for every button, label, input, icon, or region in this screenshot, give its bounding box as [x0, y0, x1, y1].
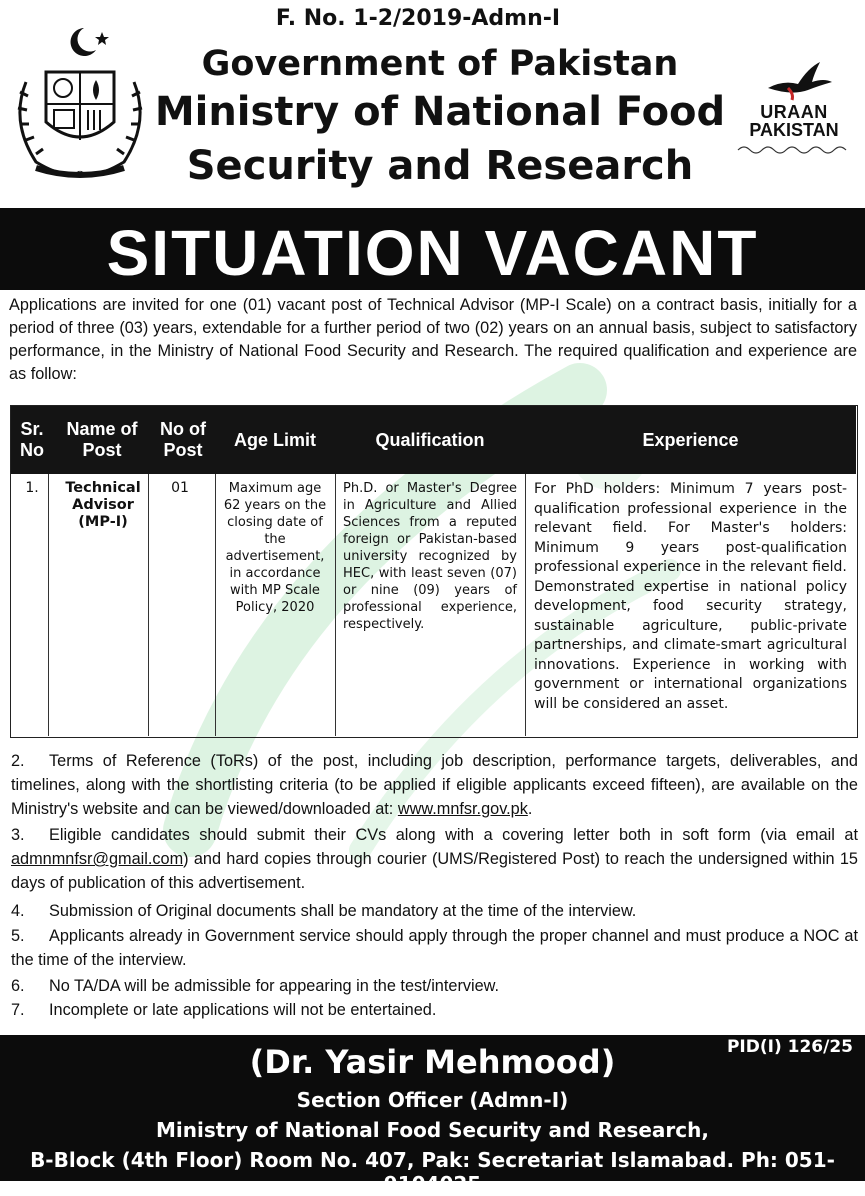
- urdu-tagline-graphic: [734, 142, 854, 154]
- cell-no-of-post: 01: [171, 480, 189, 496]
- header-age-limit: Age Limit: [233, 429, 316, 450]
- column-divider: [335, 474, 336, 736]
- paragraph-3: [11, 823, 858, 895]
- header-name-of-post: Name of Post: [66, 419, 138, 460]
- header: [0, 0, 865, 208]
- uraan-logo-text-line1: URAAN: [760, 102, 828, 122]
- cell-age-limit: Maximum age 62 years on the closing date of the advertisement, in accordance with MP Scale Policy, 2020: [223, 481, 327, 615]
- signatory-ministry: Ministry of National Food Security and Research,: [156, 1118, 709, 1142]
- paragraph-text: Submission of Original documents shall be mandatory at the time of the interview.: [49, 902, 637, 920]
- paragraph-7: [11, 998, 858, 1022]
- cell-sr-no: 1.: [25, 480, 39, 496]
- signatory-name: (Dr. Yasir Mehmood): [249, 1043, 616, 1081]
- experience-part-1: For PhD holders: Minimum 7 years post-qualification professional experience in the relevant field. For Master's holders: Minimum 9 years post-qualification professional experience in the relevant field.: [534, 481, 847, 575]
- paragraph-text: Incomplete or late applications will not be entertained.: [49, 1001, 437, 1019]
- paragraph-number: 5.: [11, 927, 25, 945]
- footer-band: [0, 1035, 865, 1196]
- paragraph-text: Applicants already in Government service should apply through the proper channel and must produce a NOC at the time of the interview.: [11, 927, 858, 969]
- paragraph-text: No TA/DA will be admissible for appearing in the test/interview.: [49, 977, 500, 995]
- header-no-of-post: No of Post: [160, 419, 206, 460]
- paragraph-number: 6.: [11, 977, 25, 995]
- signatory-address: B-Block (4th Floor) Room No. 407, Pak: Secretariat Islamabad. Ph: 051-9104025: [30, 1148, 835, 1196]
- cell-post-name: Technical Advisor (MP-I): [65, 480, 141, 530]
- paragraph-text: ) and hard copies through courier (UMS/Registered Post) to reach the undersigned within 15 days of publication of this advertisement.: [11, 850, 858, 892]
- table-header: [11, 406, 856, 474]
- paragraph-5: [11, 924, 858, 972]
- ministry-heading-line1: Ministry of National Food: [154, 89, 726, 135]
- paragraph-number: 4.: [11, 902, 25, 920]
- title-band: [0, 208, 865, 290]
- intro-paragraph: Applications are invited for one (01) vacant post of Technical Advisor (MP-I Scale) on a contract basis, initially for a period of three (03) years, extendable for a further period of two (02) years on an annual basis, subject to satisfactory performance, in the Ministry of National Food Security and Research. The required qualification and experience are as follow:: [9, 296, 857, 383]
- header-sr-no: Sr. No: [20, 419, 44, 460]
- cell-experience: [534, 480, 847, 714]
- paragraph-number: 2.: [11, 752, 25, 770]
- experience-part-2: Demonstrated expertise in national policy development, food security strategy, sustainable agriculture, public-private partnerships, and climate-smart agricultural innovations. Experience in working with government or international organizations will be considered an asset.: [534, 578, 847, 712]
- column-divider: [48, 474, 49, 736]
- uraan-pakistan-logo: [728, 58, 860, 178]
- government-heading: Government of Pakistan: [201, 44, 679, 84]
- paragraph-2: 2. Terms of Reference (ToRs) of the post, including job description, performance targets, deliverables, and timelines, along with the shortlisting criteria (to be applied if eligible applicants exceed fifteen), are available on the Ministry's website and can be viewed/downloaded at: www.mnfsr.gov.pk.: [11, 749, 858, 821]
- column-divider: [215, 474, 216, 736]
- column-divider: [525, 474, 526, 736]
- pid-number: PID(I) 126/25: [726, 1037, 853, 1057]
- uraan-logo-text-line2: PAKISTAN: [749, 120, 839, 140]
- signatory-designation: Section Officer (Admn-I): [296, 1088, 569, 1112]
- website-link[interactable]: www.mnfsr.gov.pk: [397, 800, 528, 818]
- paragraph-text: Eligible candidates should submit their CVs along with a covering letter both in soft form (via email at: [49, 826, 858, 844]
- paragraph-text: Terms of Reference (ToRs) of the post, including job description, performance targets, deliverables, and timelines, along with the shortlisting criteria (to be applied if eligible applicants exceed fifteen), are available on the Ministry's website and can be viewed/downloaded at:: [11, 752, 858, 818]
- paragraph-number: 3.: [11, 826, 25, 844]
- email-link[interactable]: admnmnfsr@gmail.com: [11, 850, 184, 868]
- paragraph-6: [11, 974, 858, 998]
- eagle-icon: [728, 58, 860, 102]
- cell-qualification: Ph.D. or Master's Degree in Agriculture and Allied Sciences from a reputed foreign or Pakistan-based university recognized by HEC, with least seven (07) or nine (09) years of professional experience, respectively.: [343, 481, 517, 632]
- header-qualification: Qualification: [375, 429, 485, 450]
- state-emblem-icon: [6, 22, 154, 182]
- file-number: F. No. 1-2/2019-Admn-I: [275, 6, 561, 31]
- header-experience: Experience: [642, 429, 739, 450]
- paragraph-number: 7.: [11, 1001, 25, 1019]
- vacancy-table: [10, 405, 858, 738]
- ministry-heading-line2: Security and Research: [186, 143, 694, 189]
- paragraph-4: [11, 899, 858, 923]
- page-title: SITUATION VACANT: [106, 217, 759, 289]
